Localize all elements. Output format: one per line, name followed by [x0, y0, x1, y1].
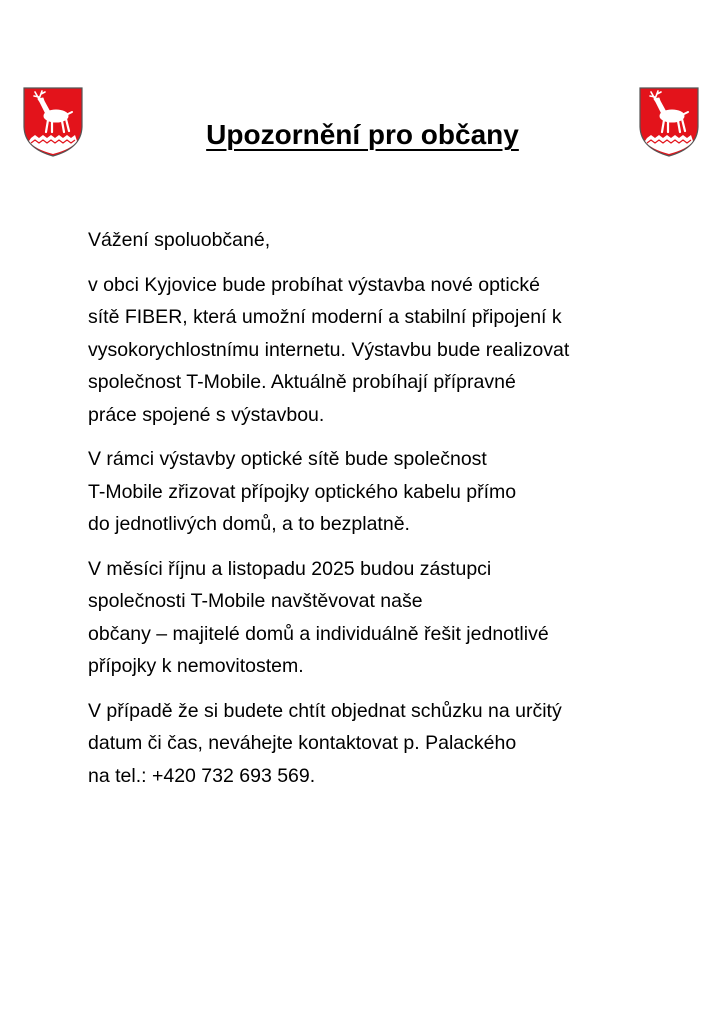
notice-body: [88, 224, 688, 804]
text-line: v obci Kyjovice bude probíhat výstavba nové optické: [88, 273, 541, 296]
visits-paragraph: [88, 553, 688, 683]
greeting-paragraph: [88, 224, 688, 257]
text-line: vysokorychlostnímu internetu. Výstavbu bude realizovat: [88, 338, 570, 361]
text-line: práce spojené s výstavbou.: [88, 403, 325, 426]
text-line: Vážení spoluobčané,: [88, 229, 271, 251]
text-line: občany – majitelé domů a individuálně řešit jednotlivé: [88, 622, 549, 645]
text-line: datum či čas, neváhejte kontaktovat p. Palackého: [88, 732, 517, 754]
text-line: společnosti T-Mobile navštěvovat naše: [88, 590, 423, 612]
text-line: T-Mobile zřizovat přípojky optického kabelu přímo: [88, 480, 517, 503]
contact-paragraph: [88, 695, 688, 793]
text-line: V rámci výstavby optické sítě bude společnost: [88, 448, 487, 470]
connections-paragraph: [88, 443, 688, 541]
page-title: Upozornění pro občany: [206, 119, 519, 150]
text-line: V měsíci říjnu a listopadu 2025 budou zástupci: [88, 557, 492, 580]
text-line: V případě že si budete chtít objednat schůzku na určitý: [88, 699, 562, 722]
text-line: do jednotlivých domů, a to bezplatně.: [88, 513, 410, 535]
text-line: společnost T-Mobile. Aktuálně probíhají přípravné: [88, 371, 516, 393]
text-line: na tel.: +420 732 693 569.: [88, 764, 316, 787]
text-line: sítě FIBER, která umožní moderní a stabilní připojení k: [88, 306, 562, 328]
text-line: přípojky k nemovitostem.: [88, 655, 304, 677]
construction-paragraph: [88, 269, 688, 432]
